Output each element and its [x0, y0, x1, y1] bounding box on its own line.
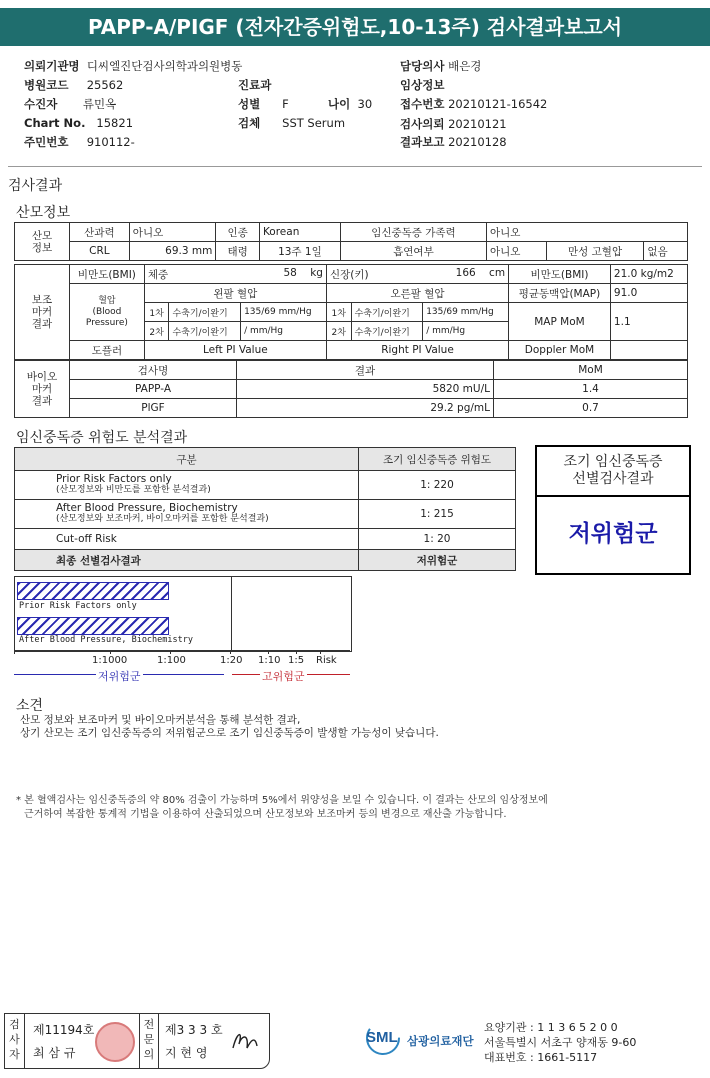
- axis-tick: 1:5: [288, 655, 305, 666]
- header-specimen: 검체 SST Serum: [238, 116, 346, 130]
- signature-mark: [227, 1026, 261, 1056]
- cutoff-line: [231, 577, 232, 651]
- header-dept: 진료과: [238, 78, 272, 92]
- specialist-label: 전 문 의: [139, 1014, 159, 1068]
- inspector-name: 최 삼 규: [33, 1046, 76, 1060]
- header-age: 나이 30: [328, 97, 373, 111]
- axis-tick: 1:1000: [92, 655, 128, 666]
- section-maternal-title: 산모정보: [16, 205, 71, 221]
- org-name: 삼광의료재단: [407, 1034, 474, 1048]
- axis-tick: 1:10: [258, 655, 281, 666]
- header-institution: 의뢰기관명 디씨엘진단검사의학과의원병동: [24, 59, 243, 73]
- signature-box: [4, 1013, 270, 1069]
- section-risk-title: 임신중독증 위험도 분석결과: [16, 430, 188, 446]
- axis-tick: 1:20: [220, 655, 243, 666]
- risk-chart-frame: [14, 576, 352, 652]
- sml-logo-text: SML: [366, 1029, 398, 1046]
- marker-table: 보조 마커 결과 비만도(BMI) 체중 58 kg 신장(키) 166 cm 비만도(BMI) 21.0 kg/m2 혈압 (Blood Pressure) 왼팔 혈압 오른팔 혈압 평균동맥압(MAP) 91.0 1차 수축기/이완기 135/69 mm/Hg 1차 수축기/이완기 135/69 mm/Hg MAP MoM 1.1 2차 수축기/이완기 / mm/Hg 2차 수축기/이완기 / mm/Hg 도플러 Left PI Value Right PI Value Doppler MoM: [14, 264, 688, 360]
- report-title: PAPP-A/PIGF (전자간증위험도,10-13주) 검사결과보고서: [0, 8, 710, 46]
- maternal-table: 산모 정보 산과력 아니오 인종 Korean 임신중독증 가족력 아니오 CRL 69.3 mm 태령 13주 1일 흡연여부 아니오 만성 고혈압 없음: [14, 222, 688, 261]
- table-row: After Blood Pressure, Biochemistry (산모정보와 보조마커, 바이오마커를 포함한 분석결과) 1: 215: [15, 500, 516, 529]
- risk-bar-prior: [17, 582, 169, 600]
- risk-axis-ticks: [14, 650, 350, 694]
- section-result-title: 검사결과: [8, 178, 63, 194]
- table-row: Cut-off Risk 1: 20: [15, 529, 516, 550]
- header-examinee: 수진자 류민옥: [24, 97, 117, 111]
- inspector-license: 제11194호: [33, 1023, 95, 1037]
- risk-bar-label: Prior Risk Factors only: [19, 601, 137, 611]
- header-rrn: 주민번호 910112-: [24, 135, 135, 149]
- low-risk-label: 저위험군: [98, 670, 141, 683]
- table-row: PlGF 29.2 pg/mL 0.7: [15, 399, 688, 418]
- risk-bar-label: After Blood Pressure, Biochemistry: [19, 635, 193, 645]
- divider: [8, 166, 702, 167]
- header-clinical: 임상정보: [400, 78, 445, 92]
- opinion-text: 산모 정보와 보조마커 및 바이오마커분석을 통해 분석한 결과, 상기 산모는 조기 임신중독증의 저위험군으로 조기 임신중독증이 발생할 가능성이 낮습니다.: [20, 714, 439, 739]
- header-sex: 성별 F: [238, 97, 289, 111]
- risk-bar-after: [17, 617, 169, 635]
- screening-result-box: [535, 445, 691, 575]
- table-row: Prior Risk Factors only (산모정보와 비만도를 포함한 분석결과) 1: 220: [15, 471, 516, 500]
- header-code: 병원코드 25562: [24, 78, 124, 92]
- risk-table: 구분 조기 임신중독증 위험도 Prior Risk Factors only (산모정보와 비만도를 포함한 분석결과) 1: 220 After Blood Pressure, Biochemistry (산모정보와 보조마커, 바이오마커를 포함한 분석결과) 1: 215 Cut-off Risk 1: 20 최종 선별검사결과 저위험군: [14, 447, 516, 571]
- specialist-license: 제3 3 3 호: [165, 1023, 223, 1037]
- axis-tick: Risk: [316, 655, 337, 666]
- header-doctor: 담당의사 배은경: [400, 59, 482, 73]
- opinion-title: 소견: [16, 698, 44, 714]
- header-report: 결과보고 20210128: [400, 135, 507, 149]
- screening-result-heading: 조기 임신중독증 선별검사결과: [537, 447, 689, 497]
- disclaimer-note: * 본 혈액검사는 임신중독증의 약 80% 검출이 가능하며 5%에서 위양성을 보일 수 있습니다. 이 결과는 산모의 임상정보에 근거하여 복잡한 통계적 기법을 이용하여 산출되었으며 산모정보와 보조마커 등의 변경으로 재산출 가능합니다.: [16, 795, 548, 820]
- biomarker-table: 바이오 마커 결과 검사명 결과 MoM PAPP-A 5820 mU/L 1.4 PlGF 29.2 pg/mL 0.7: [14, 360, 688, 418]
- axis-tick: 1:100: [157, 655, 186, 666]
- header-accession: 접수번호 20210121-16542: [400, 97, 548, 111]
- specialist-name: 지 현 영: [165, 1046, 208, 1060]
- seal-stamp: [95, 1022, 135, 1062]
- inspector-label: 검 사 자: [5, 1014, 25, 1068]
- table-row: PAPP-A 5820 mU/L 1.4: [15, 380, 688, 399]
- header-request: 검사의뢰 20210121: [400, 117, 507, 131]
- header-chart: Chart No. 15821: [24, 116, 134, 130]
- screening-result-value: 저위험군: [568, 521, 658, 547]
- sml-logo-icon: [364, 1019, 402, 1057]
- high-risk-label: 고위험군: [262, 670, 305, 683]
- org-info: 요양기관 : 1 1 3 6 5 2 0 0 서울특별시 서초구 양재동 9-60 대표번호 : 1661-5117: [484, 1021, 637, 1064]
